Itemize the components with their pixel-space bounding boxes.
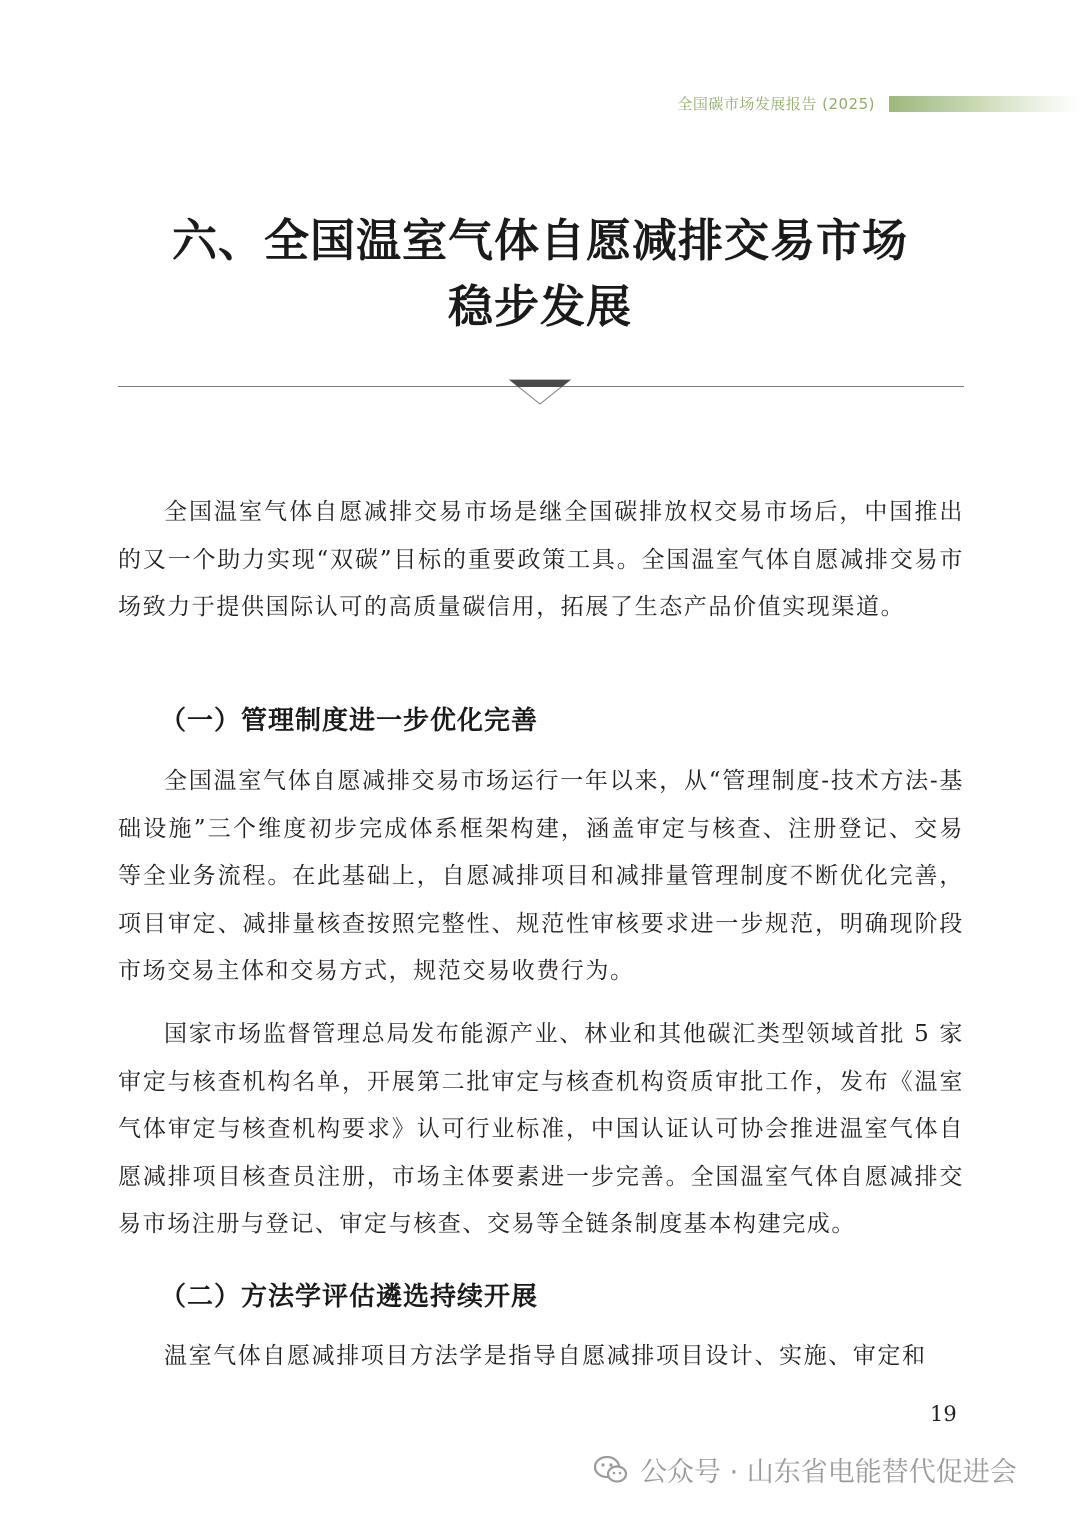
section1-paragraph-2: 国家市场监督管理总局发布能源产业、林业和其他碳汇类型领域首批 5 家审定与核查机构名单，开展第二批审定与核查机构资质审批工作，发布《温室气体审定与核查机构要求》认可行业标准，中国认证认可协会推进温室气体自愿减排项目核查员注册，市场主体要素进一步完善。全国温室气体自愿减排交易市场注册与登记、审定与核查、交易等全链条制度基本构建完成。 <box>118 1021 964 1237</box>
intro-paragraph: 全国温室气体自愿减排交易市场是继全国碳排放权交易市场后，中国推出的又一个助力实现“双碳”目标的重要政策工具。全国温室气体自愿减排交易市场致力于提供国际认可的高质量碳信用，拓展了生态产品价值实现渠道。 <box>118 499 964 620</box>
header-accent-bar <box>889 96 1080 112</box>
report-running-header: 全国碳市场发展报告 (2025) <box>677 95 875 113</box>
page-number: 19 <box>930 1402 957 1426</box>
divider-triangle-icon <box>508 379 572 407</box>
chapter-title-line-1: 六、全国温室气体自愿减排交易市场 <box>171 214 908 267</box>
watermark <box>594 1450 1017 1489</box>
wechat-icon <box>594 1455 628 1485</box>
chapter-title-line-2: 稳步发展 <box>447 280 632 333</box>
section-heading-2: （二）方法学评估遴选持续开展 <box>160 1282 539 1312</box>
section1-paragraph-1: 全国温室气体自愿减排交易市场运行一年以来，从“管理制度-技术方法-基础设施”三个维度初步完成体系框架构建，涵盖审定与核查、注册登记、交易等全业务流程。在此基础上，自愿减排项目和减排量管理制度不断优化完善，项目审定、减排量核查按照完整性、规范性审核要求进一步规范，明确现阶段市场交易主体和交易方式，规范交易收费行为。 <box>118 768 964 984</box>
watermark-text: 公众号 · 山东省电能替代促进会 <box>640 1457 1017 1488</box>
section2-paragraph-1: 温室气体自愿减排项目方法学是指导自愿减排项目设计、实施、审定和 <box>164 1343 927 1369</box>
chapter-title <box>0 208 1080 340</box>
section-heading-1: （一）管理制度进一步优化完善 <box>160 706 539 736</box>
